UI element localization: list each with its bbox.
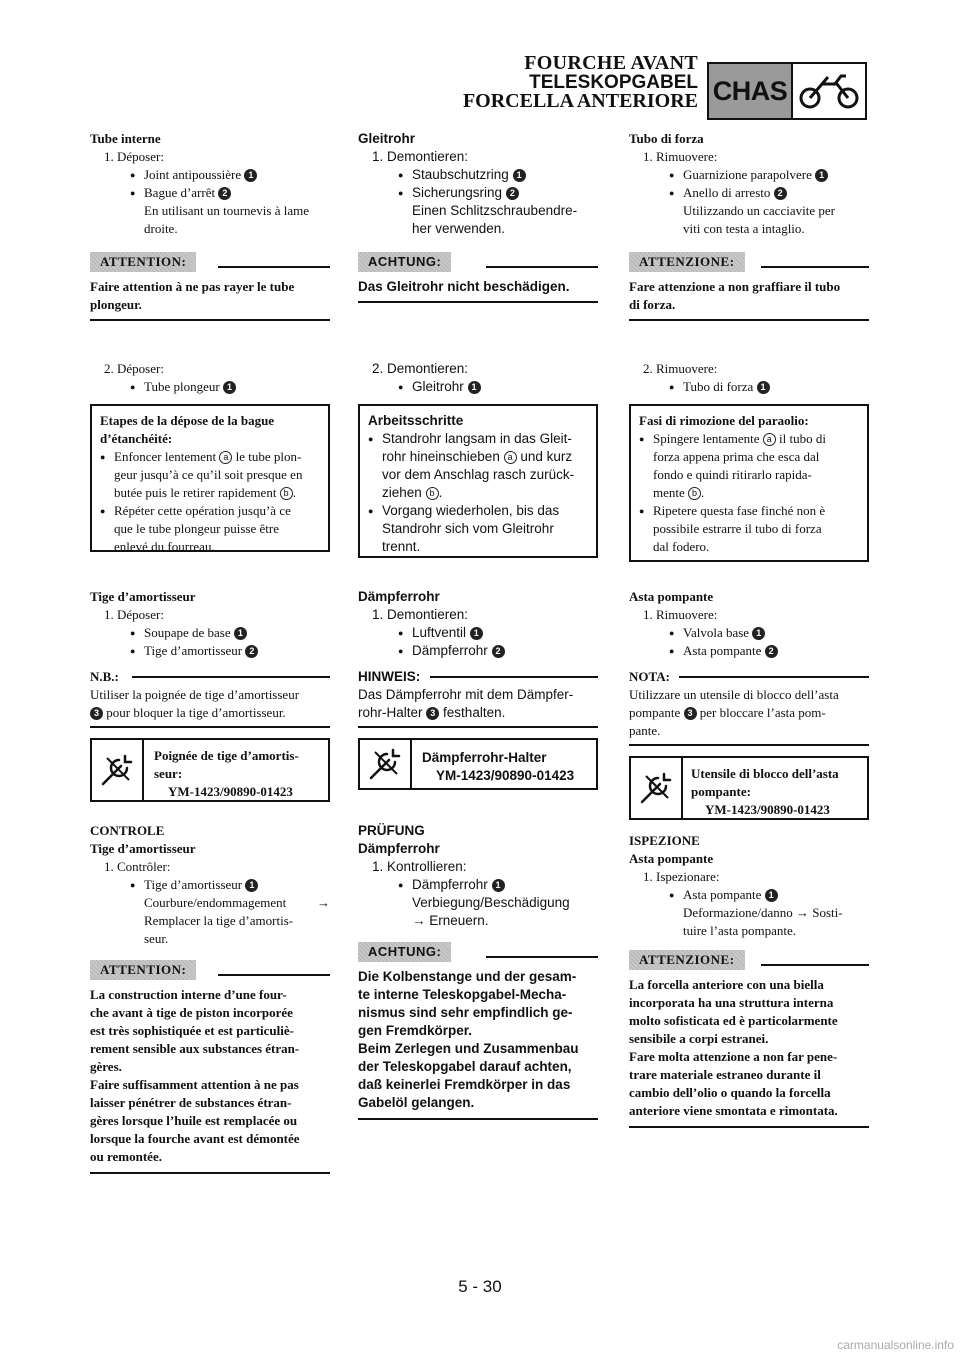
special-tool-box: Dämpferrohr-Halter YM-1423/90890-01423 (358, 738, 598, 790)
watermark: carmanualsonline.info (837, 1338, 954, 1352)
warning-badge: ATTENTION: (90, 252, 196, 272)
special-tool-box: Poignée de tige d’amortis- seur: YM-1423/90890-01423 (90, 738, 330, 802)
list-item: ● Tubo di forza 1 (629, 378, 869, 396)
list-item: ● Gleitrohr 1 (358, 378, 598, 396)
wrench-icon (631, 758, 683, 818)
list-item: ● Staubschutzring 1 (358, 166, 598, 184)
note-block: NOTA: Utilizzare un utensile di blocco dell’asta pompante 3 per bloccare l’asta pom- pante. (629, 668, 869, 746)
warning-line: laisser pénétrer de substances étran- (90, 1095, 292, 1110)
wrench-icon (92, 740, 144, 800)
warning-line: incorporata ha una struttura interna (629, 995, 834, 1010)
warning-line: gères lorsque l’huile est remplacée ou (90, 1113, 298, 1128)
title-fr: FOURCHE AVANT (524, 52, 698, 74)
note-block: N.B.: Utiliser la poignée de tige d’amortisseur 3 pour bloquer la tige d’amortisseur. (90, 668, 330, 728)
warning-line: La construction interne d’une four- (90, 987, 287, 1002)
warning-line: sensibile a corpi estranei. (629, 1031, 769, 1046)
list-item: ● Soupape de base 1 (90, 624, 330, 642)
warning-line: nismus sind sehr empfindlich ge- (358, 1005, 573, 1020)
step: 2. Déposer: (104, 361, 164, 376)
list-item: ● Luftventil 1 (358, 624, 598, 642)
warning-line: Gabelöl gelangen. (358, 1095, 475, 1110)
warning-line: te interne Teleskopgabel-Mecha- (358, 987, 567, 1002)
instruction-text: En utilisant un tournevis à lame (144, 203, 309, 218)
warning-line: Beim Zerlegen und Zusammenbau (358, 1041, 579, 1056)
warning-block: ATTENZIONE: La forcella anteriore con una biella incorporata ha una struttura interna molto sofisticata ed è particolarmente sensibile a corpi estranei. Fare molta attenzione a non far pene- trare materiale estraneo durante il cambio dell’olio o quando la forcella anteriore viene smontata e rimontata. (629, 950, 869, 1128)
warning-line: lorsque la fourche avant est démontée (90, 1131, 300, 1146)
warning-line: est très sophistiquée et est particuliè- (90, 1023, 294, 1038)
list-item: ● Bague d’arrêt 2 (90, 184, 330, 202)
warning-block: ACHTUNG: Die Kolbenstange und der gesam- te interne Teleskopgabel-Mecha- nismus sind sehr empfindlich ge- gen Fremdkörper. Beim Zerlegen und Zusammenbau der Teleskopgabel darauf achten, daß keinerlei Fremdkörper in das Gabelöl gelangen. (358, 942, 598, 1120)
instruction-text: droite. (144, 221, 178, 236)
warning-line: Faire suffisamment attention à ne pas (90, 1077, 299, 1092)
special-tool-box: Utensile di blocco dell’asta pompante: YM-1423/90890-01423 (629, 756, 869, 820)
list-item: ● Dämpferrohr 1 (358, 876, 598, 894)
wrench-icon (360, 740, 412, 788)
procedure-box: Etapes de la dépose de la bague d’étanchéité: ● Enfoncer lentement a le tube plon- geur jusqu’à ce qu’il soit presque en butée puis le retirer rapidement b . ● Répéter cette opération jusqu’à ce que le tube plongeur puisse être enlevé du fourreau. (90, 404, 330, 552)
procedure-box: Fasi di rimozione del paraolio: ● Spingere lentamente a il tubo di forza appena prima che esca dal fondo e quindi ritirarlo rapida- mente b . ● Ripetere questa fase finché non è possibile estrarre il tubo di forza dal fodero. (629, 404, 869, 562)
warning-line: cambio dell’olio o quando la forcella (629, 1085, 831, 1100)
list-item: ● Anello di arresto 2 (629, 184, 869, 202)
warning-line: che avant à tige de piston incorporée (90, 1005, 293, 1020)
section-title: Tige d’amortisseur (90, 589, 196, 604)
warning-block: ATTENTION: Faire attention à ne pas rayer le tube plongeur. (90, 252, 330, 321)
list-item: ● Valvola base 1 (629, 624, 869, 642)
warning-line: gen Fremdkörper. (358, 1023, 473, 1038)
warning-line: gères. (90, 1059, 122, 1074)
step: 1. Déposer: (104, 149, 164, 164)
list-item: ● Asta pompante 2 (629, 642, 869, 660)
warning-block: ATTENZIONE: Fare attenzione a non graffiare il tubo di forza. (629, 252, 869, 321)
warning-line: trare materiale estraneo durante il (629, 1067, 821, 1082)
list-item: ● Asta pompante 1 (629, 886, 869, 904)
warning-line: daß keinerlei Fremdkörper in das (358, 1077, 571, 1092)
warning-line: ou remontée. (90, 1149, 162, 1164)
section-badge (707, 62, 867, 120)
title-it: FORCELLA ANTERIORE (462, 90, 698, 112)
list-item: ● Joint antipoussière 1 (90, 166, 330, 184)
warning-line: La forcella anteriore con una biella (629, 977, 824, 992)
title-de: TELESKOPGABEL (529, 72, 698, 93)
warning-line: Die Kolbenstange und der gesam- (358, 969, 577, 984)
procedure-box: Arbeitsschritte ● Standrohr langsam in das Gleit- rohr hineinschieben a und kurz vor dem Anschlag rasch zurück- ziehen b . ● Vorgang wiederholen, bis das Standrohr sich vom Gleitrohr trennt. (358, 404, 598, 558)
warning-block: ATTENTION: La construction interne d’une four- che avant à tige de piston incorporée est très sophistiquée et est particuliè- rement sensible aux substances étran- gères. Faire suffisamment attention à ne pas laisser pénétrer de substances étran- gères lorsque l’huile est remplacée ou lorsque la fourche avant est démontée ou remontée. (90, 960, 330, 1174)
list-item: ● Tube plongeur 1 (90, 378, 330, 396)
warning-line: rement sensible aux substances étran- (90, 1041, 300, 1056)
list-item: ● Sicherungsring 2 (358, 184, 598, 202)
list-item: ● Tige d’amortisseur 1 (90, 876, 330, 894)
motorcycle-icon (793, 64, 865, 118)
list-item: ● Tige d’amortisseur 2 (90, 642, 330, 660)
note-block: HINWEIS: Das Dämpferrohr mit dem Dämpfer- rohr-Halter 3 festhalten. (358, 668, 598, 728)
header-titles (463, 54, 698, 111)
warning-line: anteriore viene smontata e rimontata. (629, 1103, 838, 1118)
list-item: ● Guarnizione parapolvere 1 (629, 166, 869, 184)
list-item: ● Dämpferrohr 2 (358, 642, 598, 660)
warning-line: der Teleskopgabel darauf achten, (358, 1059, 572, 1074)
page-number: 5 - 30 (458, 1277, 502, 1296)
section-title: Tube interne (90, 131, 161, 146)
warning-line: Fare molta attenzione a non far pene- (629, 1049, 838, 1064)
warning-line: molto sofisticata ed è particolarmente (629, 1013, 838, 1028)
section-label: CHAS (709, 64, 793, 118)
warning-block: ACHTUNG: Das Gleitrohr nicht beschädigen. (358, 252, 598, 303)
